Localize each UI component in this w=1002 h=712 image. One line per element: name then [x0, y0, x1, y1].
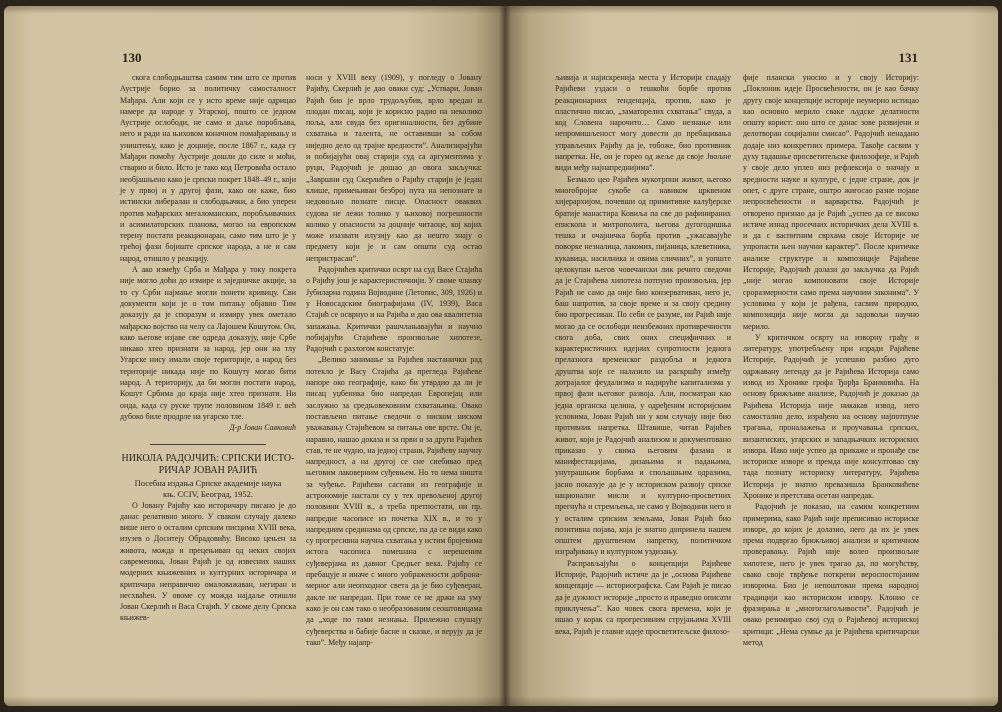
book-spine-shadow: [499, 6, 511, 706]
paragraph: Радојчићев критички осврт на суд Васе Стајића о Рајићу још је карактеристичнији. У своме чланку Јубиларна година Војводине (Летопис, 309, 1926) и у Новосадским биографијама (IV, 1939), Васа Стајић се осврнуо и на Рајића и дао ова квалитетна запажања. Критички рашчлањавајући и научно побијајући Стајићеве произвољне хипотезе, Радојчић с разлогом констатује:: [306, 265, 482, 354]
paragraph: фије плански уносио и у своју Историју: „Поклоник идеје Просвећености, он је као бачку другу своје концепције историје неумерно истицао као основно мерило свакe људске делатности општу корист: оно што се данас зове развијени и делотворан социјални смисао”. Радојчић ненадано додаје низ конкретних примера. Такође сасвим у духу тадашње просветитељске филозофије, и Рајић у своје дело уплео низ рефлексија о значају и вредности науке и културе, с једне стране, док је опет, с друге стране, оштро жигосао разне појаве непросвећености и варварства. Радојчић је отворено признао да је Рајић „успео да се високо истиче изнад просечних историчких дела XVIII в. и да с васпитним сврхама своје Историје не упропасти њен научни карактер”. После критичке анализе структуре и композиције Рајићеве Историје, Радојчић долази до закључка да Рајић „није могао компоновати своје Историје сроразмерности само према научним законима”. У условима у који је рађена, сасвим природно, композиција није могла да задовољи научно мерило.: [743, 73, 919, 331]
text-column: [555, 72, 731, 637]
publication-info: [120, 478, 296, 500]
review-heading: [120, 453, 296, 478]
paragraph: скога слободњаштва самим тим што се против Аустрије борио за политичку самосталност Мађара. Али који се у исто време није одрицао намере да народе у Угарској, пошто се једном Аустрије ослободи, не само и даље поробљава, него и ради на њиховом коначном помађаривању и уништењу, како је доцније, после 1867 г., када су Мађари помоћу Аустрије дошли до силе и моћи, стварно и било. Исто је тако код Петровића остало необјашњено како је српски покрет 1848–49 г., који је у првој и у другој фази, како он каже, био истински либералан и слободњачки, а био уперен против мађарских мегаломанских, поробљивачких и асимилаторских планова, могао на европском терену постати реакционаран, само тим што је у трећој фази бојиште српског народа, а не и сам народ, отишло у реакцију.: [120, 73, 296, 263]
paragraph: љивија и најискренија места у Историји спадају Рајићеви уздаси о тешкоћи борбе против реакционарних тенденција, против, како је пластично писао, „заматорелих схватања” свуда, а код Словена нарочито… Само незнање или непромишљеност могу довести до пребацивања управљених Рајићу да је, тобоже, био противник напретка. Не, он је горео од жеље да своје Јвољне види међу најнапреднијима”.: [555, 73, 731, 173]
author-signature: Д-р Јован Савковић: [229, 423, 296, 433]
page-edge-shadow: [4, 6, 505, 14]
paragraph: носи у XVIII веку (1909), у погледу о Јовану Рајићу, Скерлић је дао оваки суд: „Уствари, Јован Рајић био је врло трудољубив, врло вредан и плодан писац, који је корисно радио на неколико поља, али свуда без оригиналности, без дубине схватања и талента, не оставивши за собом ниједно дело од трајне вредности”. Анализирајући и побијајући овај старији суд са аргументима у руци, Радојчић је дошао до овога закључка: „Завршни суд Скерлићев о Рајићу старији је један клише, примењиван безброј пута на непознате и недовољно познате писце. Опасност оваквих судова не лежи толико у њиховој погрешности колико у опасности за доцније читаоце, кој којих може изазвати илузију као да нешто знају о предмету који је и сам општи суд остао непристрасан”.: [306, 73, 482, 263]
review-heading-line: НИКОЛА РАДОЈЧИЋ: СРПСКИ ИСТО-: [121, 452, 295, 464]
page-edge-shadow: [505, 6, 998, 14]
page-edge-shadow: [505, 696, 998, 706]
paragraph: А ако између Срба и Мађара у току покрета није могло доћи до измире и заједничке акције, за то су Срби најмање могли понети кривицу. Сви документи који је о том питању објавио Тим доказују да је споразум и измиру увек ометало мађарско војство на челу са Лајошем Кошутом. Он, како његове изјаве све одреда доказују, није Србе никако хтео признати за народ, јер они на тлу Угарске нису имали своје територије, а народ без територије никада није по Кошуту могао бити народ. А територију, да би могли постати народ, Кошут Србима до краја није хтео признати. Ни онда, када су руске трупе половином 1849 г. већ дубоко биле продрле на угарско тле.: [120, 265, 296, 421]
page-number: 131: [898, 50, 918, 65]
paragraph: Радојчић је показао, на самим конкретним примерима, како Рајић није преписивао историске изворе, до којих је долазио, него да их је увек према подвргао брижљивој анализи и критичном проверавању. Рајић није волео произвољне хипотезе, него је увек трагао да, по могућству, свако своје тврђење поткрепи вероспостојаним изворима. Био је непоштован према народној традицији као историском извору. Клонио се фразирања и „многоглагољивости”. Радојчић је овако резимирао свој суд о Рајићевој историској критици: „Нема сумње да је Рајићева критичарски метод: [743, 502, 919, 647]
text-column: [120, 72, 296, 624]
review-heading-line: РИЧАР ЈОВАН РАЈИЋ: [158, 465, 258, 476]
right-page: [505, 6, 998, 706]
paragraph: „Велико занимање за Рајићев настанички рад потекло је Васу Стајића да прегледа Рајићеве напоре око географије, како би утврдио да ли је писац уџбеника био напредан Европејац или заслужио за средњовековним схватањима. Овако постављено питање сведочи о ниском ниском уважавању Стајићевом за питања ове врсте. Он је, наравно, нашао доказа и за први и за други Рајићев став, те не чудно, на једној страни, Рајићеву научну напредност, а на другој се сне сиебивао пред његовим лаковерним суђевњем. Но то нема ништа за чуђење. Рајићеви састави из географије и астрономије настали су у тек превољеној другој половини XVIII в., а треба претпостати, ни пр. напредне часописе из почетка XIX в., и то у напредним срединама од српске, па да се види како су прогресивна научна схватања у истим бројевима истога часописа помешана с нерешеним суђеверјама из давног Средњег века. Рајићу се пребацује и иначе с много уображености доброна-мерног али неопходног света да је био суђеверан, дакле не напредан. При томе се не држи на уму како је он сам тако о необразованим сеоштовицама да „ходе по тами незнања. Прилежно слушају суђеверства и бабије басне и сказке, и верују да је тако”. Међу најапр-: [306, 355, 482, 647]
paragraph: У критичком осврту на изворну грађу и литературу, употребљену при изради Рајићеве Историје, Радојчић је успешно разбио дуго одржавану легенду да је Рајићева Историја само извод из Хронике грофа Ђорђа Бранковића. На основу брижљиве анализе, Радојчић је доказао да Рајићева Историја није никакав извод, него самостално дело, израђено на основу најпотпуне трагања, проналажења и проучавања српских, византиских, угарских и западњачких историских извора. Иако није успео да прикаже и пронађе све историске изворе и премда није консултовао сву тада познату историску литературу, Рајићева Историја је знатно превазишла Бранковићеве Хронике и претстава осетан напредак.: [743, 332, 919, 500]
left-page: [4, 6, 505, 706]
publication-info-line: књ. CCIV, Београд, 1952.: [162, 488, 254, 499]
text-column: [743, 72, 919, 648]
section-divider: [150, 444, 266, 445]
paragraph: Расправљајући о концепцији Рајићеве Историје, Радојчић истиче да је „основа Рајићеве концепције — историографска. Сам Рајић је писао да је дужност историје „просто и праведно описати приклучења”. Као човек свога времена, који је ишао у корак са прогресивним струјањима XVIII века, Рајић је главне идеје просветитељске филозо-: [555, 558, 731, 636]
text-column: [306, 72, 482, 648]
publication-info-line: Посебна издања Српске академије наука: [134, 477, 282, 488]
page-number: 130: [122, 50, 142, 65]
page-edge-shadow: [4, 696, 505, 706]
paragraph: О Јовану Рајићу као историчару писано је до данас релативно много. У сваком случају далеко више него о осталим српским писцима XVIII века, изузев о Доситеју Обрадовићу. Високо цењен за живота, можда и прецењиван од неких својих савременика, Јован Рајић је од извесних наших модерних књижевних и културних историчара и критичара неправично омаловажаван, негиран и несхваћен. У овоме су можда најдаље отишли Јован Скерлић и Васа Стајић. У своме делу Српска књижев-: [120, 500, 296, 623]
paragraph: Безмало цео Рајићев мукотрпни живот, његово многобројне сукобе са навиком црквеном хијерархијом, почевши од примитивне калуђерске братије манастира Ковиља па све до рафинираних епископа и митрополита, његова дугогодишња тешка и очајничка борба против „ужасавајуће поворке незналица, лакомих, пијаница, клеветника, кукавица, насилника и овима сличних”, и уопште целокупан његов човечански лик речито сведочи да је Стајићева хипотеза потпуно произвољна, јер Рајић не само да није био конзервативан, него је, баш напротив, за своје време и за своју средину био прогресиван. По себи се разуме, ни Рајић није могао да се ослободи неизбежних противречности свога доба, свих оних специфичних и карактеристичних идејних супротности једнога прелазнога временског раздобља и једнога друштва које се налазило на раскршћу између дотрајалог феудализма и надируће капитализма у првој фази његовог развоја. Али, посматран као једна органска целина, у одређеним историјским условима, Јован Рајић ни у ком случају није био противник напретка. Штавише, читав Рајићев живот, који је Радојчић анализом и документовано приказао у свима његовим фазама и манифестацијама, дизањима и падањима, унутрашњим борбама и спољашњим одразима, јасно показује да је у историском развоју српске националне мисли и културно-просветних прегнућа и стремљења, не само у Војводини него и у осталим српским земљама, Јован Рајић био позитивна појава, која је знатно допринела нашем општем друштвеном напретку, политичком изграђивању и културном уздизању.: [555, 174, 731, 557]
